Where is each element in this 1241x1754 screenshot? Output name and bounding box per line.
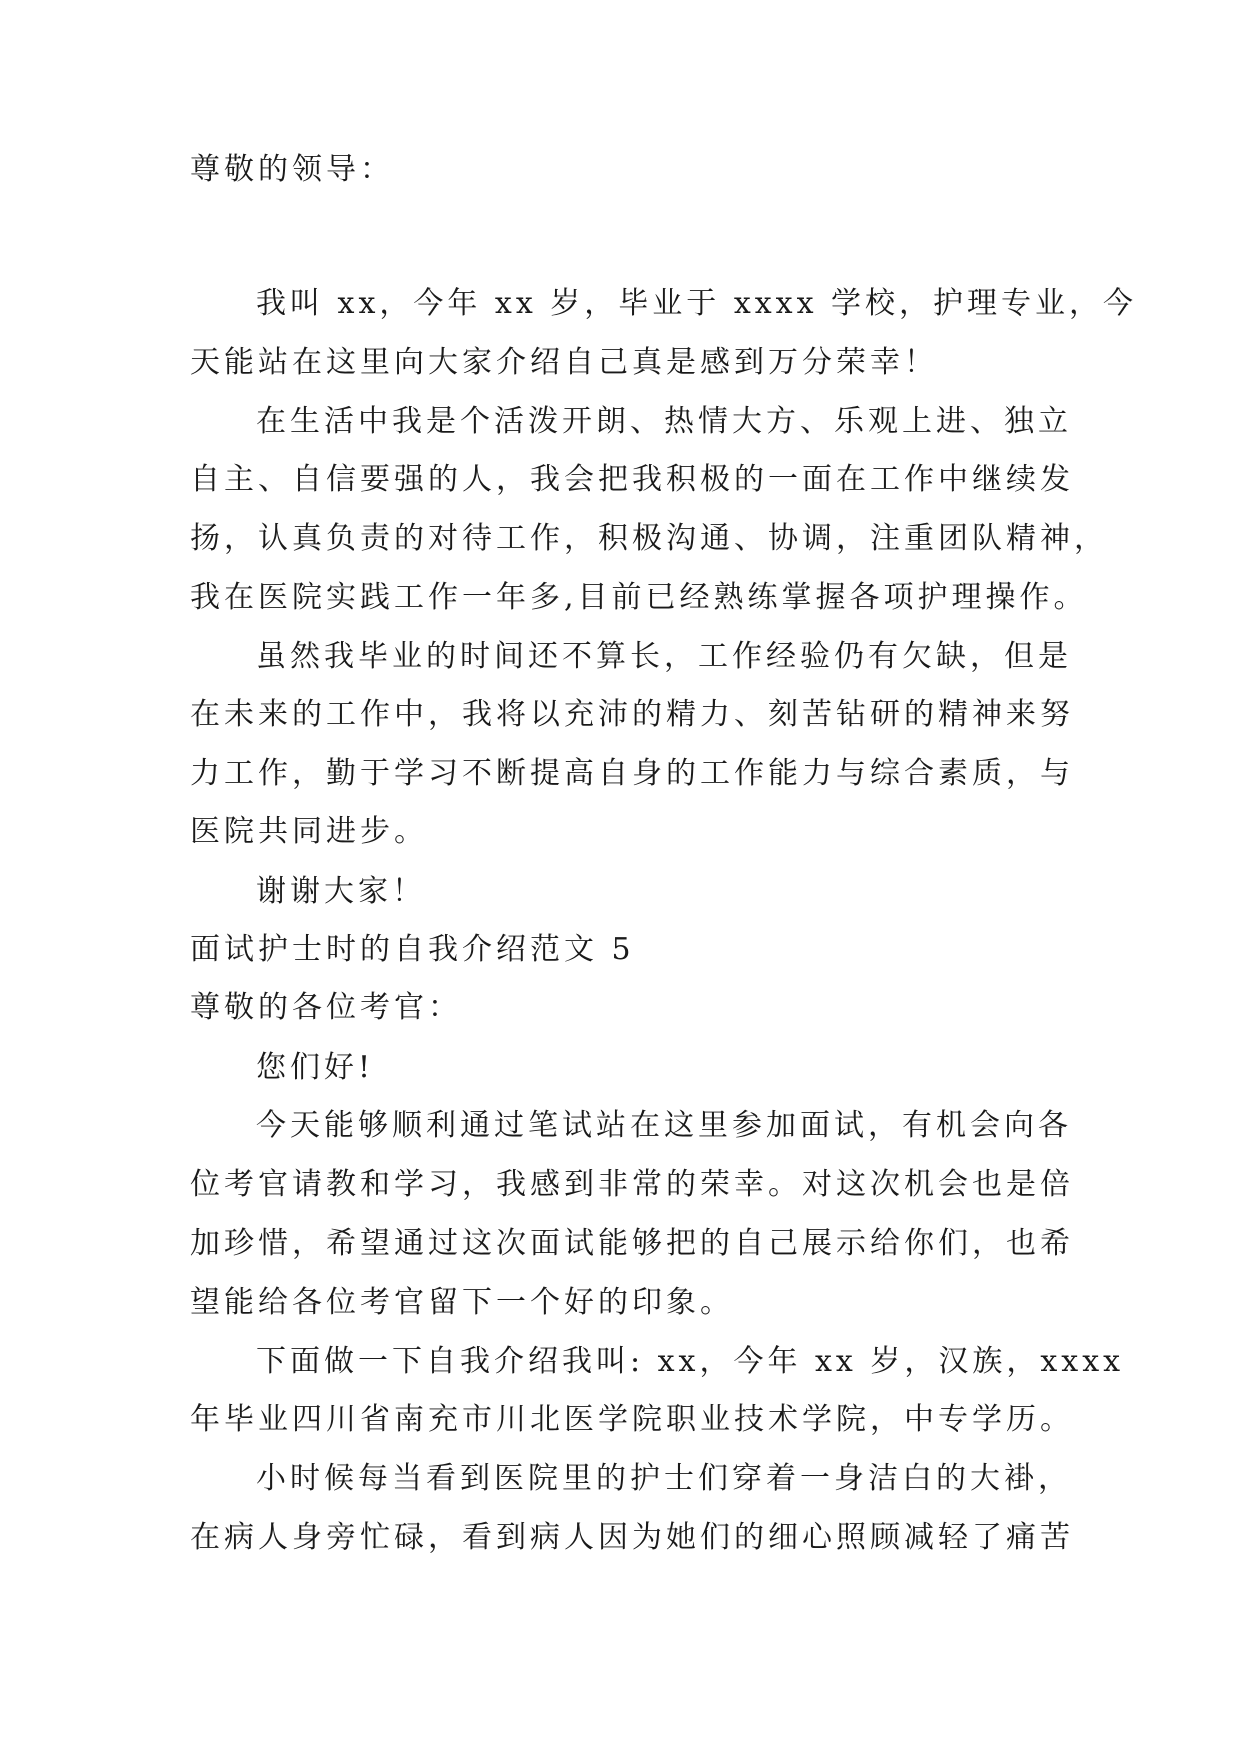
document-page: 尊敬的领导： 我叫 xx，今年 xx 岁，毕业于 xxxx 学校，护理专业，今 天能站在这里向大家介绍自己真是感到万分荣幸！ 在生活中我是个活泼开朗、热情大方、乐观上进、独立 自主、自信要强的人，我会把我积极的一面在工作中继续发 扬，认真负责的对待工作，积极沟通、协调，注重团队精神， 我在医院实践工作一年多,目前已经熟练掌握各项护理操作。 虽然我毕业的时间还不算长，工作经验仍有欠缺，但是 在未来的工作中，我将以充沛的精力、刻苦钻研的精神来努 力工作，勤于学习不断提高自身的工作能力与综合素质，与 医院共同进步。 谢谢大家！ 面试护士时的自我介绍范文 5 尊敬的各位考官： 您们好! 今天能够顺利通过笔试站在这里参加面试，有机会向各 位考官请教和学习，我感到非常的荣幸。对这次机会也是倍 加珍惜，希望通过这次面试能够把的自己展示给你们，也希 望能给各位考官留下一个好的印象。 下面做一下自我介绍我叫: xx，今年 xx 岁，汉族，xxxx 年毕业四川省南充市川北医学院职业技术学院，中专学历。 小时候每当看到医院里的护士们穿着一身洁白的大褂， 在病人身旁忙碌，看到病人因为她们的细心照顾减轻了痛苦: [190, 152, 1138, 1555]
